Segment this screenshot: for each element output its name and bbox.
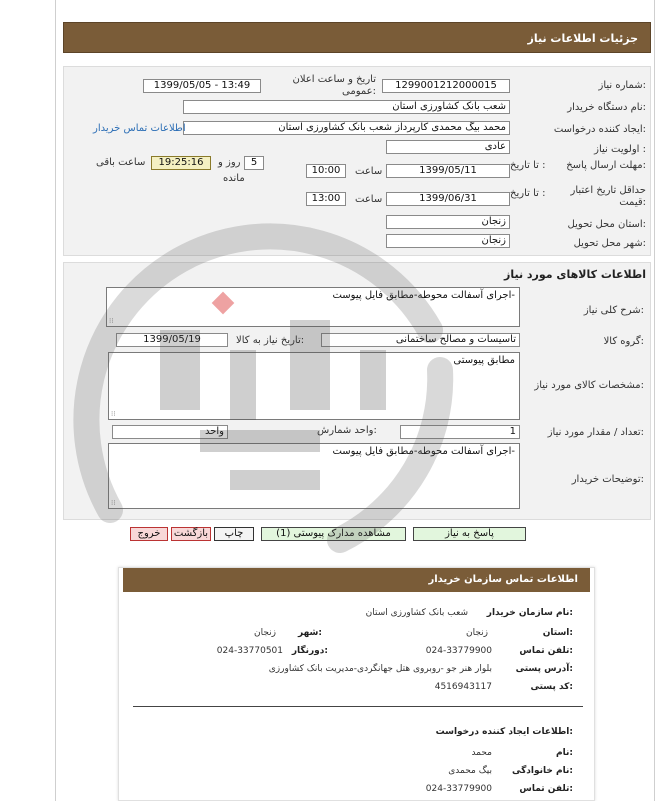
- reply-button[interactable]: پاسخ به نیاز: [413, 527, 526, 541]
- validity-time-field: 13:00: [306, 192, 346, 206]
- contact-province-label: استان:: [542, 628, 573, 638]
- contact-postal-value: 4516943117: [434, 682, 492, 692]
- creator-family-label: نام خانوادگی:: [511, 766, 573, 776]
- reply-until-label: تا تاریخ :: [510, 160, 546, 171]
- group-label: گروه کالا:: [603, 336, 644, 347]
- contact-title: اطلاعات تماس سازمان خریدار: [428, 574, 578, 585]
- page-header: [63, 22, 651, 53]
- creator-family-value: بیگ محمدی: [448, 766, 492, 776]
- specs-label: مشخصات کالای مورد نیاز:: [534, 380, 644, 391]
- contact-address-label: آدرس پستی:: [515, 664, 573, 674]
- contact-address-value: بلوار هنر جو -روبروی هتل جهانگردی-مدیریت بانک کشاورزی: [268, 664, 492, 674]
- contact-phone-value: 024-33779900: [425, 646, 492, 656]
- province-field: زنجان: [386, 215, 510, 229]
- days-field: 5: [244, 156, 264, 170]
- creator-name-label: نام:: [556, 748, 573, 758]
- validity-date-field: 1399/06/31: [386, 192, 510, 206]
- days-remaining-word: مانده: [223, 173, 245, 184]
- validity-time-label: ساعت: [355, 194, 383, 205]
- buyer-notes-value: اجرای آسفالت محوطه-مطابق فایل پیوست-: [332, 446, 515, 457]
- contact-divider: [133, 706, 583, 707]
- buyer-contact-link[interactable]: اطلاعات تماس خریدار: [93, 123, 186, 134]
- contact-header: [123, 568, 590, 592]
- remaining-time-field: 19:25:16: [151, 156, 211, 170]
- announce-field: 1399/05/05 - 13:49: [143, 79, 261, 93]
- city-label: شهر محل تحویل:: [573, 238, 646, 249]
- reply-deadline-label: مهلت ارسال پاسخ:: [566, 160, 646, 171]
- unit-field: واحد: [112, 425, 228, 439]
- group-field: تاسیسات و مصالح ساختمانی: [321, 333, 520, 347]
- need-date-label: تاریخ نیاز به کالا:: [236, 335, 305, 346]
- creator-name-value: محمد: [471, 748, 492, 758]
- need-number-label: شماره نیاز:: [598, 80, 646, 91]
- priority-label: اولویت نیاز :: [594, 144, 646, 155]
- requester-label: ایجاد کننده درخواست:: [553, 124, 646, 135]
- creator-phone-label: تلفن تماس:: [519, 784, 573, 794]
- reply-date-field: 1399/05/11: [386, 164, 510, 178]
- contact-fax-label: دورنگار:: [291, 646, 328, 656]
- contact-fax-value: 024-33770501: [216, 646, 283, 656]
- qty-field: 1: [400, 425, 520, 439]
- validity-label: حداقل تاریخ اعتبار قیمت:: [570, 185, 646, 208]
- province-label: استان محل تحویل:: [567, 219, 646, 230]
- exit-button[interactable]: خروج: [130, 527, 168, 541]
- summary-text: [106, 287, 520, 327]
- contact-org-value: شعب بانک کشاورزی استان: [365, 608, 468, 618]
- qty-label: تعداد / مقدار مورد نیاز:: [547, 427, 644, 438]
- contact-phone-label: تلفن تماس:: [519, 646, 573, 656]
- need-number-field: 1299001212000015: [382, 79, 510, 93]
- resize-grip: ⁞⁞: [111, 410, 116, 418]
- buyer-notes-label: توضیحات خریدار:: [571, 474, 644, 485]
- resize-grip: ⁞⁞: [109, 317, 114, 325]
- creator-phone-value: 024-33779900: [425, 784, 492, 794]
- summary-label: شرح کلی نیاز:: [583, 305, 644, 316]
- need-date-field: 1399/05/19: [116, 333, 228, 347]
- buyer-notes-text: [108, 443, 520, 509]
- specs-value: مطابق پیوستی: [453, 355, 515, 366]
- attachments-button[interactable]: مشاهده مدارک پیوستی (1): [261, 527, 406, 541]
- back-button[interactable]: بازگشت: [171, 527, 211, 541]
- resize-grip: ⁞⁞: [111, 499, 116, 507]
- contact-org-label: نام سازمان خریدار:: [486, 608, 573, 618]
- validity-until-label: تا تاریخ :: [510, 188, 546, 199]
- days-label: روز و: [218, 157, 241, 168]
- announce-label: تاریخ و ساعت اعلان عمومی:: [292, 74, 376, 97]
- contact-city-value: زنجان: [253, 628, 276, 638]
- unit-label: واحد شمارش:: [317, 425, 377, 436]
- contact-city-label: شهر:: [298, 628, 322, 638]
- priority-field: عادی: [386, 140, 510, 154]
- remaining-label: ساعت باقی: [96, 157, 146, 168]
- print-button[interactable]: چاپ: [214, 527, 254, 541]
- contact-province-value: زنجان: [465, 628, 488, 638]
- specs-text: [108, 352, 520, 420]
- requester-field: محمد بیگ محمدی کارپرداز شعب بانک کشاورزی استان: [183, 121, 510, 135]
- city-field: زنجان: [386, 234, 510, 248]
- reply-time-label: ساعت: [355, 166, 383, 177]
- reply-time-field: 10:00: [306, 164, 346, 178]
- buyer-org-field: شعب بانک کشاورزی استان: [183, 100, 510, 114]
- creator-section-title: اطلاعات ایجاد کننده درخواست:: [435, 727, 573, 737]
- summary-value: اجرای آسفالت محوطه-مطابق فایل پیوست-: [332, 290, 515, 301]
- page-title: جزئیات اطلاعات نیاز: [527, 32, 638, 45]
- buyer-org-label: نام دستگاه خریدار:: [567, 102, 646, 113]
- goods-section-title: اطلاعات کالاهای مورد نیاز: [504, 268, 646, 281]
- contact-postal-label: کد پستی:: [530, 682, 573, 692]
